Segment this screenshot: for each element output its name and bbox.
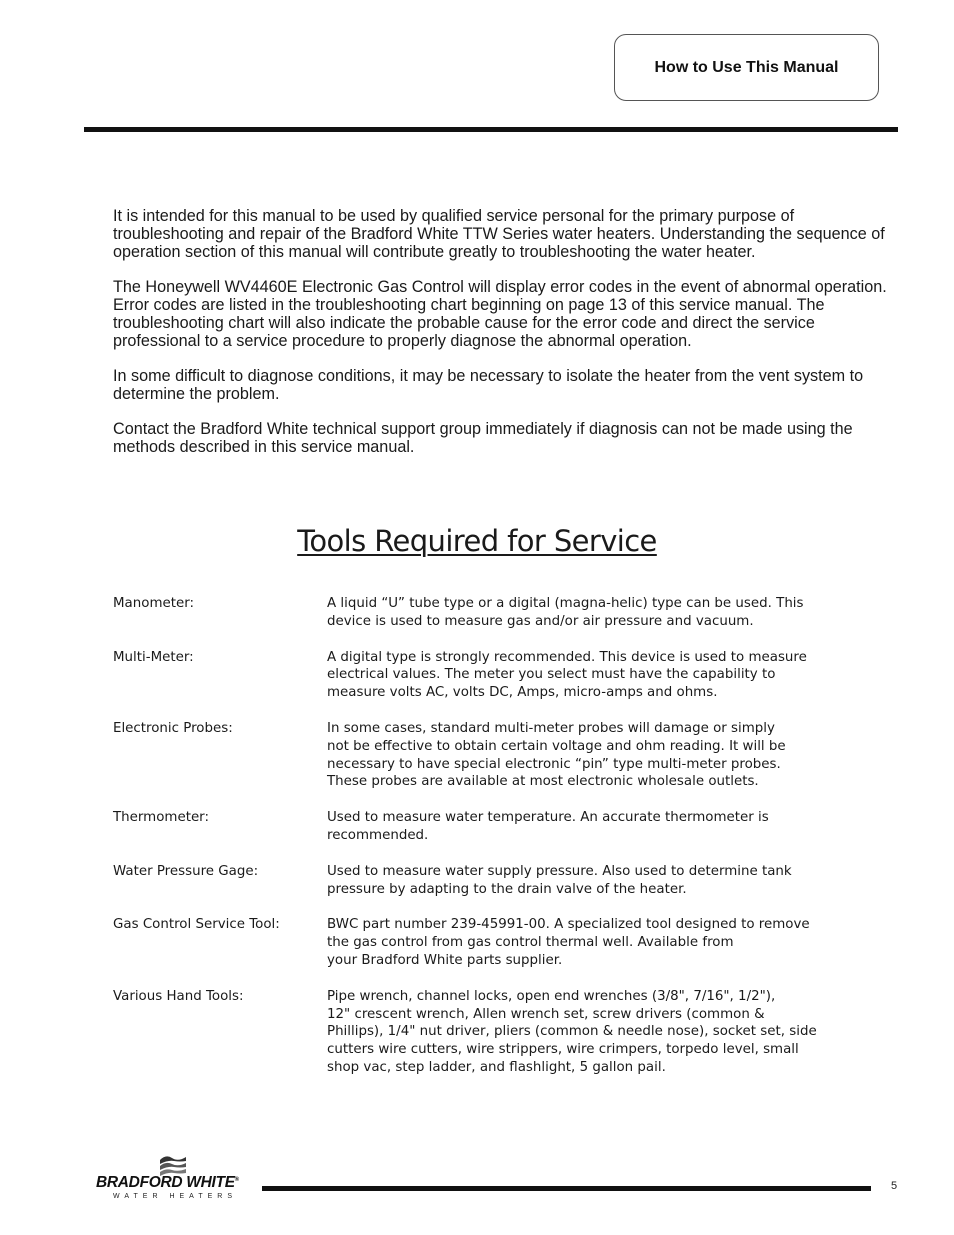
tool-description: Pipe wrench, channel locks, open end wrenches (3/8", 7/16", 1/2"), 12" crescent wrench, Allen wrench set, screw drivers (common & Phillips), 1/4" nut driver, pliers (common & needle nose), socket set, side cutters wire cutters, wire strippers, wire crimpers, torpedo level, small shop vac, step ladder, and flashlight, 5 gallon pail. [327, 988, 817, 1075]
tool-row [113, 916, 873, 969]
intro-paragraph: Contact the Bradford White technical support group immediately if diagnosis can not be made using the methods described in this service manual. [113, 420, 853, 456]
tools-list [113, 595, 873, 1095]
section-title [0, 524, 954, 558]
flame-wave-icon [158, 1154, 188, 1176]
tool-row [113, 720, 873, 791]
intro-paragraph: It is intended for this manual to be used by qualified service personal for the primary purpose of troubleshooting and repair of the Bradford White TTW Series water heaters. Understanding the sequence of operation section of this manual will contribute greatly to troubleshooting the water heater. [113, 207, 885, 261]
footer-rule [262, 1186, 871, 1191]
tool-name: Thermometer: [113, 810, 209, 826]
section-title-text: Tools Required for Service [297, 524, 657, 558]
page-number: 5 [890, 1180, 898, 1192]
tool-row [113, 988, 873, 1077]
tool-description: A liquid “U” tube type or a digital (magna-helic) type can be used. This device is used to measure gas and/or air pressure and vacuum. [327, 596, 804, 629]
tool-name: Gas Control Service Tool: [113, 917, 280, 933]
tool-name: Various Hand Tools: [113, 988, 244, 1004]
tool-name: Electronic Probes: [113, 720, 233, 736]
tool-row [113, 863, 873, 899]
tool-name: Water Pressure Gage: [113, 863, 259, 879]
tool-description: A digital type is strongly recommended. This device is used to measure electrical values. The meter you select must have the capability to measure volts AC, volts DC, Amps, micro-amps and ohms. [327, 649, 807, 701]
intro-text [113, 207, 903, 473]
section-tab [614, 34, 879, 101]
tool-row [113, 649, 873, 702]
tool-row [113, 809, 873, 845]
tool-row [113, 595, 873, 631]
tool-name: Multi-Meter: [113, 649, 194, 665]
section-tab-label: How to Use This Manual [654, 58, 839, 76]
bradford-white-logo [93, 1154, 258, 1204]
logo-subtitle: WATER HEATERS [113, 1193, 237, 1200]
intro-paragraph: In some difficult to diagnose conditions, it may be necessary to isolate the heater from the vent system to determine the problem. [113, 367, 864, 403]
tool-description: Used to measure water temperature. An accurate thermometer is recommended. [327, 810, 769, 843]
tool-name: Manometer: [113, 596, 194, 611]
tool-description: Used to measure water supply pressure. Also used to determine tank pressure by adapting to the drain valve of the heater. [327, 863, 792, 897]
tool-description: In some cases, standard multi-meter probes will damage or simply not be effective to obtain certain voltage and ohm reading. It will be necessary to have special electronic “pin” type multi-meter probes. These probes are available at most electronic wholesale outlets. [327, 720, 786, 790]
logo-wordmark: BRADFORD WHITE® [96, 1174, 239, 1191]
intro-paragraph: The Honeywell WV4460E Electronic Gas Control will display error codes in the event of abnormal operation. Error codes are listed in the troubleshooting chart beginning on page 13 of this service manual. The troubleshooting chart will also indicate the probable cause for the error code and direct the service professional to a service procedure to properly diagnose the abnormal operation. [113, 278, 887, 350]
header-rule [84, 127, 898, 132]
tool-description: BWC part number 239-45991-00. A specialized tool designed to remove the gas control from gas control thermal well. Available from your Bradford White parts supplier. [327, 917, 810, 968]
